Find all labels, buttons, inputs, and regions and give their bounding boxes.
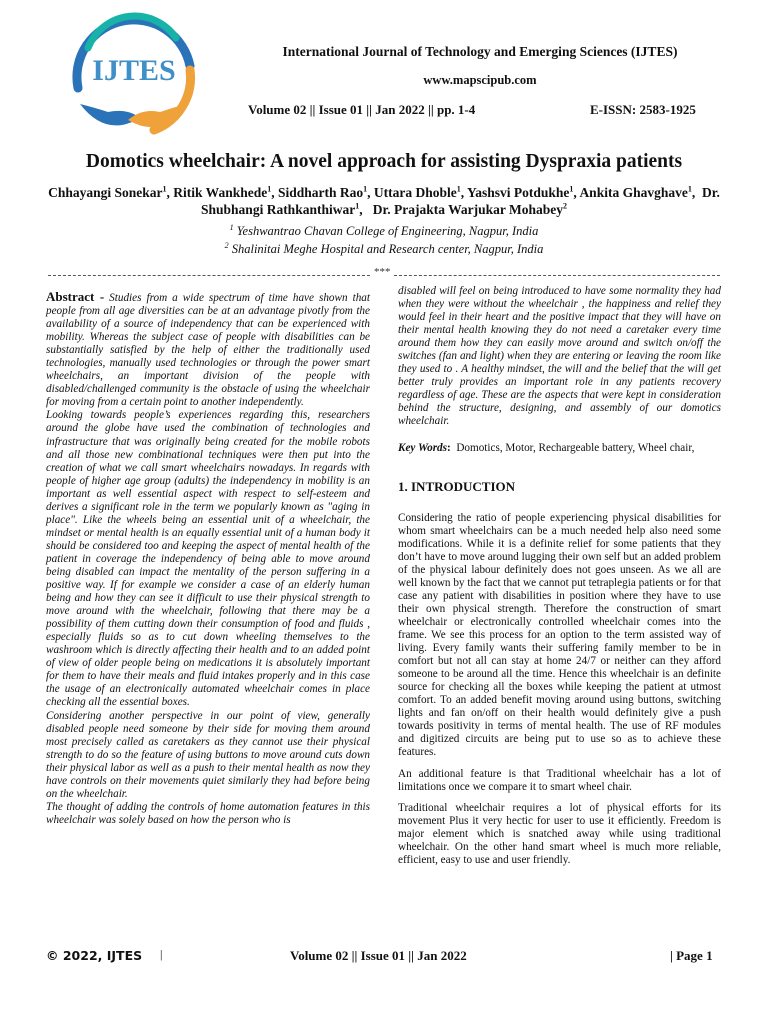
author: Dr. Prajakta Warjukar Mohabey [372,202,563,217]
abstract-paragraph: Considering another perspective in our point of view, generally disabled people need someone by their side for moving them around most precisely called as caretakers as they cannot use their physical strength to do so the feature of using buttons to move around cuts down their physical labor as well as a push to their mental health as now they have controls on their movements quiet similarly they had before being on the wheelchair. [46,709,370,800]
body-paragraph: An additional feature is that Traditional wheelchair has a lot of limitations once we compare it to smart wheel chair. [398,767,721,793]
author: Chhayangi Sonekar [48,185,163,200]
author: Yashsvi Potdukhe [467,185,570,200]
footer-divider: | [160,947,163,961]
paper-title: Domotics wheelchair: A novel approach for assisting Dyspraxia patients [85,151,683,172]
section-separator: *** [48,268,720,280]
abstract-paragraph: Abstract - Studies from a wide spectrum of time have shown that people from all age diversities can be at an advantage pivotly from the availability of a source of independency that can be experienced with mobility. Whereas the subject case of people with disabilities can be substantially satisfied by the help of either the traditionally used technologies, manually used technologies or through the power smart wheelchairs, an important division of the people with disabled/challenged community is the obstacle of using the wheelchair for moving from a certain point to another independently. [46,289,370,409]
abstract-paragraph: Looking towards people’s experiences regarding this, researchers around the globe have used the combination of technologies and infrastructure that was originally being created for the mobile robots and all those new combinational techniques were then put into the creation of what we call smart wheelchairs nowadays. In regards with people of higher age group (adults) the independency in mobility is an important as well essential aspect with respect to self-esteem and derives a significant role in the term we popularly known as "aging in place". Like the wheels being an essential unit of a wheelchair, the mindset or mental health is an equally essential unit of a human body it should be considered too and keeping the aspect of mental health of the patient in coverage the independency of being able to move around being disabled can impact the mentality of the person suffering in a positive way. If for example we consider a case of an elderly human being and how they can see it difficult to use their physical strength to move around with the wheelchair, following that there may be a possibility of them cutting down their consumption of food and fluids , especially fluids so as to cut down wheeling themselves to the washroom which is directly affecting their health and to an added point of view of older people being on medications it is absolutely important for them to have their meals and fluid intakes properly and in this case the usage of an electronically automated wheelchair comes in place checking all the essential boxes. [46,409,370,709]
footer-page-number: | Page 1 [670,948,713,963]
keywords: Key Words: Domotics, Motor, Rechargeable battery, Wheel chair, [398,441,695,454]
author: Siddharth Rao [277,185,364,200]
footer-copyright: © 2022, IJTES [46,948,143,963]
logo-hand-left [80,104,140,125]
abstract-label: Abstract - [46,289,105,304]
author-list: Chhayangi Sonekar$^1$, Ritik Wankhede$^1$, Siddharth Rao$^1$, Uttara Dhoble$^1$, Yashsvi Potdukhe$^1$, Ankita Ghavghave$^1$, Dr. Shubhangi Rathkanthiwar$^1$, Dr. Prajakta Warjukar Mohabey$^2$ [48,184,720,217]
author: Uttara Dhoble [373,185,457,200]
body-paragraph: Traditional wheelchair requires a lot of physical efforts for its movement Plus it very hectic for user to use it efficiently. Freedom is major element which is snatched away while using traditional wheelchair. On the other hand smart wheel is much more reliable, efficient, easy to use and user friendly. [398,801,721,866]
affiliation-1: $^1$ Yeshwantrao Chavan College of Engineering, Nagpur, India [229,222,539,238]
right-column [398,285,721,867]
journal-url[interactable]: www.mapscipub.com [423,73,537,87]
volume-line: Volume 02 || Issue 01 || Jan 2022 || pp. 1-4 [248,102,476,117]
affiliation-2: $^2$ Shalinitai Meghe Hospital and Research center, Nagpur, India [224,240,544,256]
footer-volume: Volume 02 || Issue 01 || Jan 2022 [290,948,467,963]
section-heading: 1. INTRODUCTION [398,478,516,494]
page-footer [0,944,768,974]
journal-name: International Journal of Technology and Emerging Sciences (IJTES) [282,44,678,59]
abstract-paragraph: The thought of adding the controls of home automation features in this wheelchair was solely based on how the person who is [46,800,370,826]
issn: E-ISSN: 2583-1925 [590,102,696,117]
body-paragraph: Considering the ratio of people experiencing physical disabilities for whom smart wheelchairs can be a much needed help also need some modifications. While it is a definite relief for some patients that they don’t have to move around lugging their own self but an added problem of the physical labour definitely does not goes unseen. As we all are well known by the fact that we cannot put tetraplegia patients or for that case any patient with disabilities in position where they have to use their own physical strength. Therefore the construction of smart wheelchair or electronically controlled wheelchair comes into the frame. We see this process for an option to the term assisted way of living. Every family wants their suffering family member to be in comfort but not all can stay at home 24/7 or neither can they afford someone to be around all the time. Hence this wheelchair is an definite source for checking all the boxes while keeping the patient at utmost comfort. To an added benefit moving around using buttons, switching lights and fan on/off on their health would definitely give a push towards positivity in terms of mental health. The use of RF modules and digitized circuits are being put to use so as to achieve these features. [398,511,721,759]
abstract-paragraph: disabled will feel on being introduced to have some normality they had when they were without the wheelchair , the happiness and relief they would feel in their heart and the positive impact that they will have on their mental health knowing they do not need a caretaker every time around them how they can easily move around and switch on/off the switches (fan and light) when they are entering or leaving the room like they used to . A healthy mindset, the will and the belief that the will get better truly provides an important role in any patients recovery regardless of age. These are the aspects that were kept in consideration behind the structure, designing, and assembly of our domotics wheelchair. [398,285,721,428]
logo-text: IJTES [92,54,176,87]
author: Ankita Ghavghave [579,185,688,200]
left-column [46,290,370,827]
ijtes-logo [58,8,210,140]
author: Ritik Wankhede [173,185,268,200]
author: Dr. Shubhangi Rathkanthiwar [201,185,720,217]
